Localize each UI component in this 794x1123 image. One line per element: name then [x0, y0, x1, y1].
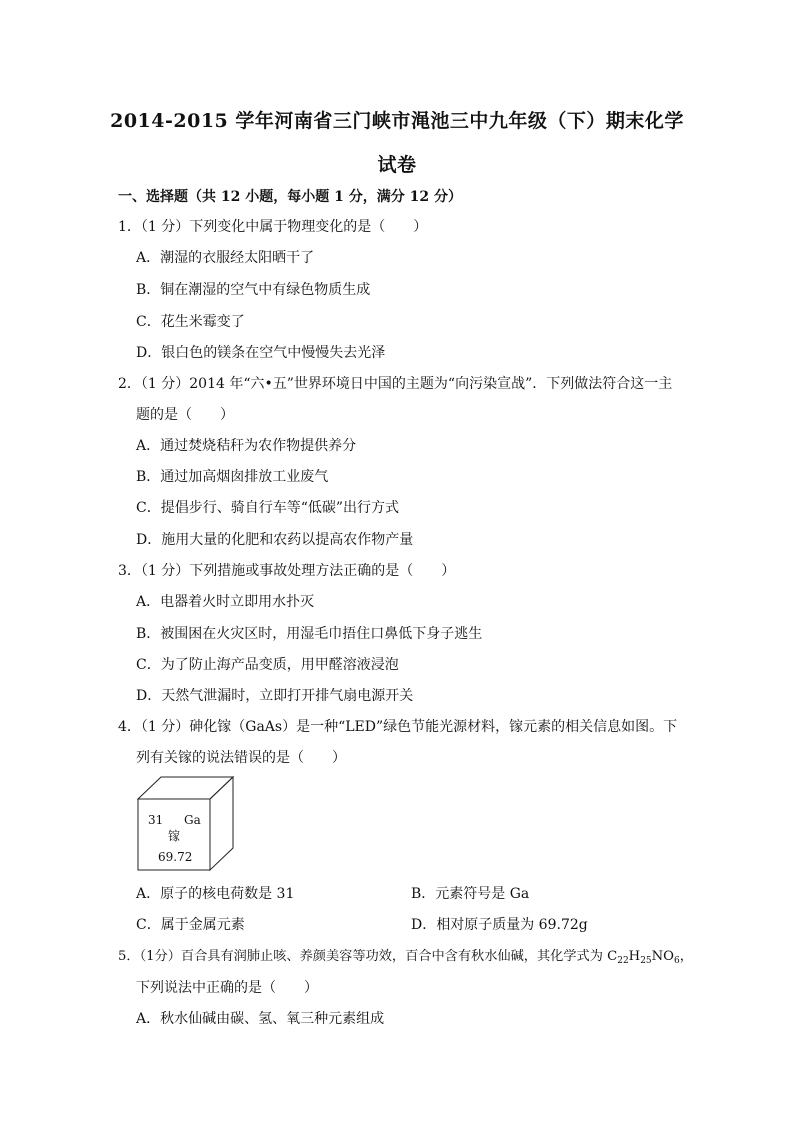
- question-1-stem: 1．（1 分）下列变化中属于物理变化的是（ ）: [118, 219, 428, 235]
- q1-option-b: B．铜在潮湿的空气中有绿色物质生成: [136, 282, 371, 298]
- q5-stem-text: 5．（1分）百合具有润肺止咳、养颜美容等功效，百合中含有秋水仙碱，其化学式为 C: [118, 949, 618, 964]
- formula-end: ，: [679, 949, 693, 964]
- q2-option-d: D．施用大量的化肥和农药以提高农作物产量: [136, 532, 414, 548]
- element-mass: 69.72: [158, 850, 193, 864]
- q3-option-a: A．电器着火时立即用水扑灭: [136, 594, 315, 610]
- element-atomic-number: 31: [148, 813, 164, 827]
- formula-o-count: 6: [674, 956, 680, 966]
- page-title-cont: 试卷: [377, 154, 417, 176]
- q1-option-a: A．潮湿的衣服经太阳晒干了: [136, 250, 315, 266]
- q4-option-a: A．原子的核电荷数是 31: [136, 886, 295, 902]
- q2-option-b: B．通过加高烟囱排放工业废气: [136, 469, 329, 485]
- q2-option-a: A．通过焚烧秸秆为农作物提供养分: [136, 438, 357, 454]
- question-5-stem-cont: 下列说法中正确的是（ ）: [136, 980, 318, 996]
- formula-h-count: 25: [640, 956, 652, 966]
- q4-option-d: D．相对原子质量为 69.72g: [411, 917, 588, 933]
- page-title: 2014-2015 学年河南省三门峡市渑池三中九年级（下）期末化学: [110, 110, 684, 132]
- q3-option-d: D．天然气泄漏时，立即打开排气扇电源开关: [136, 688, 414, 704]
- q4-option-c: C．属于金属元素: [136, 917, 245, 933]
- q1-option-d: D．银白色的镁条在空气中慢慢失去光泽: [136, 345, 386, 361]
- section-heading: 一、选择题（共 12 小题，每小题 1 分，满分 12 分）: [118, 189, 462, 205]
- formula-h: H: [628, 949, 641, 964]
- q4-option-b: B．元素符号是 Ga: [411, 886, 530, 902]
- q3-option-c: C．为了防止海产品变质，用甲醛溶液浸泡: [136, 657, 399, 673]
- question-2-stem-cont: 题的是（ ）: [136, 407, 234, 423]
- question-4-stem: 4．（1 分）砷化镓（GaAs）是一种“LED”绿色节能光源材料，镓元素的相关信息如图。下: [118, 719, 678, 735]
- element-cube-figure: [136, 773, 236, 873]
- q1-option-c: C．花生米霉变了: [136, 314, 245, 330]
- question-3-stem: 3．（1 分）下列措施或事故处理方法正确的是（ ）: [118, 563, 456, 579]
- formula-c-count: 22: [617, 956, 629, 966]
- question-2-stem: 2．（1 分）2014 年“六•五”世界环境日中国的主题为“向污染宣战”．下列做法符合这一主: [118, 376, 673, 392]
- question-4-stem-cont: 列有关镓的说法错误的是（ ）: [136, 750, 346, 766]
- q5-option-a: A．秋水仙碱由碳、氢、氧三种元素组成: [136, 1011, 385, 1027]
- q2-option-c: C．提倡步行、骑自行车等“低碳”出行方式: [136, 500, 400, 516]
- formula-no: NO: [651, 949, 674, 964]
- question-5-stem: [118, 948, 693, 970]
- element-name: 镓: [168, 829, 181, 843]
- q3-option-b: B．被围困在火灾区时，用湿毛巾捂住口鼻低下身子逃生: [136, 626, 483, 642]
- element-symbol: Ga: [184, 813, 201, 827]
